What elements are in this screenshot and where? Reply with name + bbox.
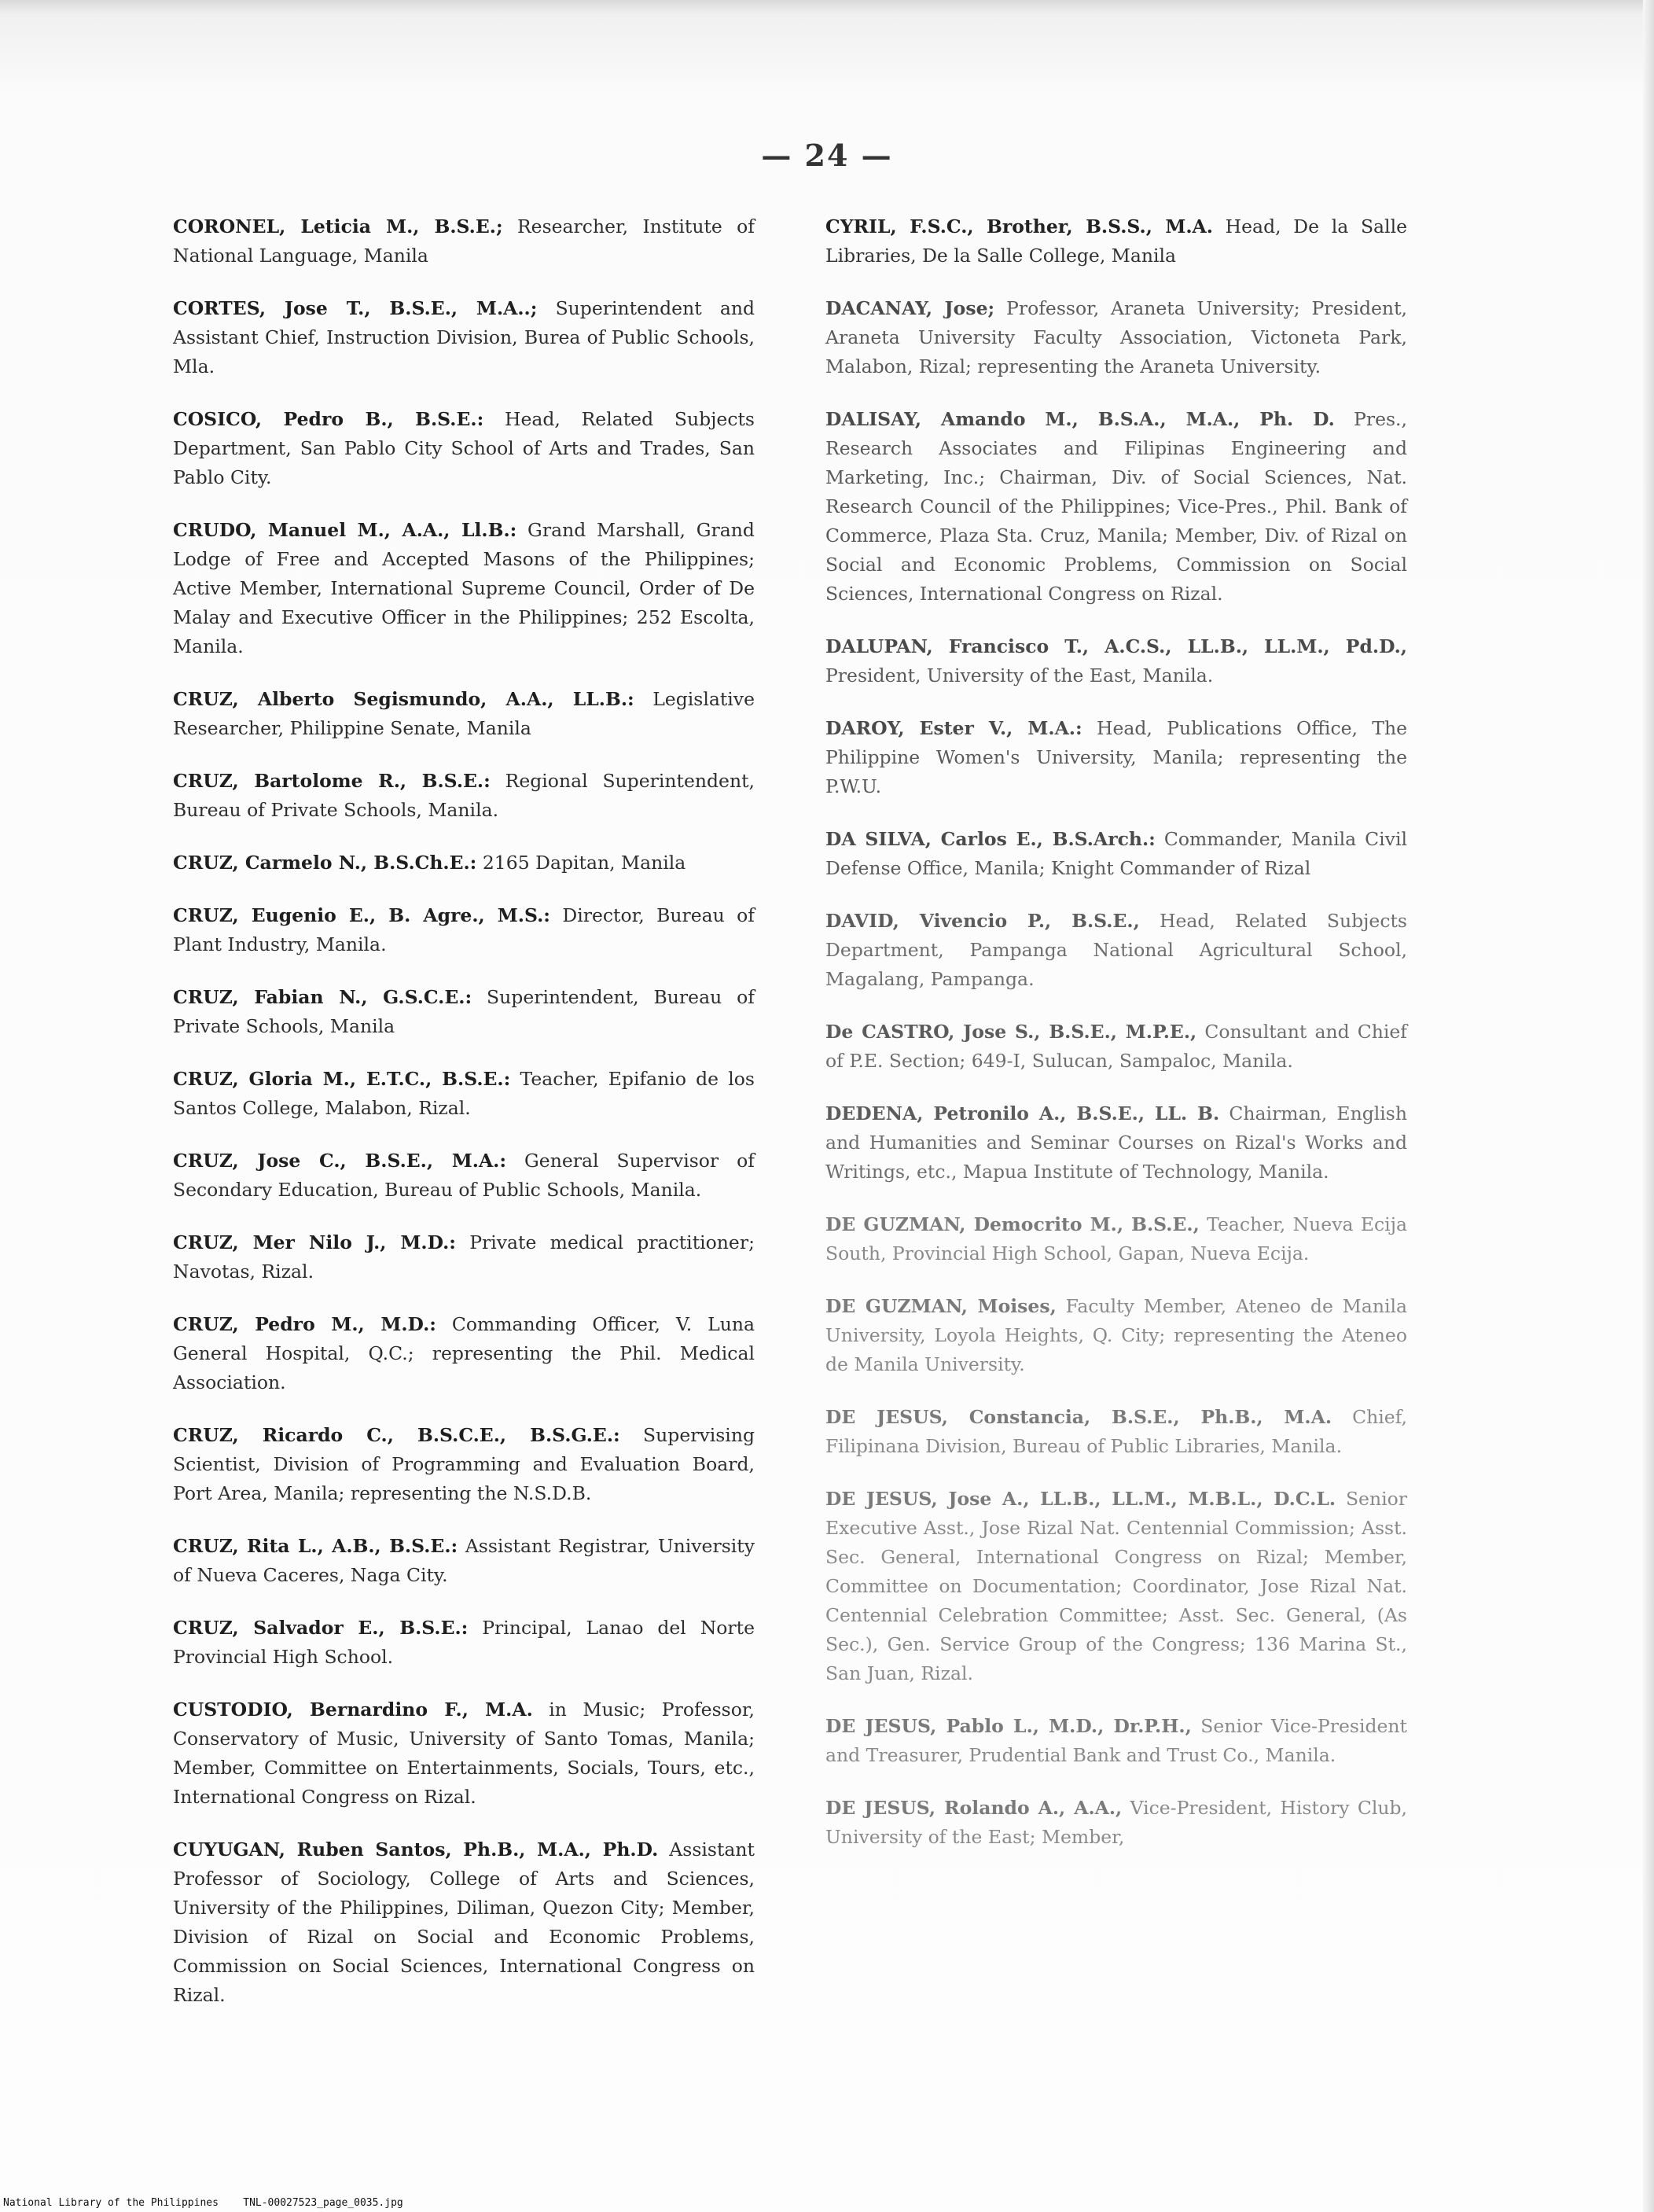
entry-text: General Supervisor of Secondary Education, Bureau of Public Schools, Manila. xyxy=(173,1150,755,1201)
entry-text: Researcher, Institute of National Language, Manila xyxy=(173,215,755,267)
directory-entry xyxy=(173,1065,755,1123)
entry-text: Vice-President, History Club, University of the East; Member, xyxy=(825,1797,1408,1848)
entry-name: DE GUZMAN, Moises, xyxy=(825,1295,1057,1317)
directory-entry xyxy=(825,1712,1407,1770)
page-number: — 24 — xyxy=(761,138,893,173)
entry-text: Head, Publications Office, The Philippine Women's University, Manila; representing the P.W.U. xyxy=(825,717,1407,797)
directory-entry xyxy=(825,1210,1407,1268)
directory-entry xyxy=(825,1099,1407,1187)
entry-text: Commanding Officer, V. Luna General Hospital, Q.C.; representing the Phil. Medical Association. xyxy=(173,1313,755,1393)
directory-entry xyxy=(173,1421,755,1508)
entry-name: DAROY, Ester V., M.A.: xyxy=(825,717,1082,739)
entry-name: CRUZ, Eugenio E., B. Agre., M.S.: xyxy=(173,904,550,926)
entry-text: Pres., Research Associates and Filipinas Engineering and Marketing, Inc.; Chairman, Div. of Social Sciences, Nat. Research Council of the Philippines; Vice-Pres., Phil. Bank of Commerce, Plaza Sta. Cruz, Manila; Member, Div. of Rizal on Social and Economic Problems, Commission on Social Sciences, International Congress on Rizal. xyxy=(825,408,1407,605)
directory-entry xyxy=(173,516,755,661)
entry-name: DALISAY, Amando M., B.S.A., M.A., Ph. D. xyxy=(825,408,1335,430)
entry-name: DA SILVA, Carlos E., B.S.Arch.: xyxy=(825,828,1156,850)
directory-entry xyxy=(173,1310,755,1397)
entry-text: Grand Marshall, Grand Lodge of Free and Accepted Masons of the Philippines; Active Member, International Supreme Council, Order of De Malay and Executive Officer in the Philippines; 252 Escolta, Manila. xyxy=(173,519,755,657)
entry-name: CRUZ, Salvador E., B.S.E.: xyxy=(173,1617,469,1639)
entry-name: DACANAY, Jose; xyxy=(825,297,995,319)
entry-text: Head, Related Subjects Department, Pampanga National Agricultural School, Magalang, Pampanga. xyxy=(825,910,1407,990)
entry-name: DE JESUS, Jose A., LL.B., LL.M., M.B.L., D.C.L. xyxy=(825,1488,1336,1510)
entry-name: CUSTODIO, Bernardino F., M.A. xyxy=(173,1699,533,1721)
directory-entry xyxy=(173,405,755,492)
entry-name: CRUZ, Mer Nilo J., M.D.: xyxy=(173,1231,456,1253)
entry-text: in Music; Professor, Conservatory of Music, University of Santo Tomas, Manila; Member, Committee on Entertainments, Socials, Tours, etc., International Congress on Rizal. xyxy=(173,1699,755,1808)
entry-name: CRUZ, Ricardo C., B.S.C.E., B.S.G.E.: xyxy=(173,1424,620,1446)
directory-entry xyxy=(173,1228,755,1286)
directory-entry xyxy=(173,983,755,1041)
entry-text: Head, De la Salle Libraries, De la Salle College, Manila xyxy=(825,215,1407,267)
entry-text: Consultant and Chief of P.E. Section; 649-I, Sulucan, Sampaloc, Manila. xyxy=(825,1021,1408,1072)
entry-text: Assistant Professor of Sociology, College of Arts and Sciences, University of the Philippines, Diliman, Quezon City; Member, Division of Rizal on Social and Economic Problems, Commission on Social Sciences, International Congress on Rizal. xyxy=(173,1838,755,2006)
entry-text: Senior Executive Asst., Jose Rizal Nat. Centennial Commission; Asst. Sec. General, International Congress on Rizal; Member, Committee on Documentation; Coordinator, Jose Rizal Nat. Centennial Celebration Committee; Asst. Sec. General, (As Sec.), Gen. Service Group of the Congress; 136 Marina St., San Juan, Rizal. xyxy=(825,1488,1407,1684)
entry-text: 2165 Dapitan, Manila xyxy=(476,852,686,874)
entry-name: CORONEL, Leticia M., B.S.E.; xyxy=(173,215,503,237)
entry-text: Faculty Member, Ateneo de Manila University, Loyola Heights, Q. City; representing the Ateneo de Manila University. xyxy=(825,1295,1407,1375)
entry-text: Director, Bureau of Plant Industry, Manila. xyxy=(173,904,755,955)
entry-name: CYRIL, F.S.C., Brother, B.S.S., M.A. xyxy=(825,215,1213,237)
directory-entry xyxy=(825,212,1407,271)
entry-name: De CASTRO, Jose S., B.S.E., M.P.E., xyxy=(825,1021,1197,1043)
entry-text: Principal, Lanao del Norte Provincial High School. xyxy=(173,1617,755,1668)
entry-text: Chief, Filipinana Division, Bureau of Public Libraries, Manila. xyxy=(825,1406,1407,1457)
directory-entry xyxy=(825,907,1407,994)
entry-name: DE GUZMAN, Democrito M., B.S.E., xyxy=(825,1213,1200,1235)
entry-text: Private medical practitioner; Navotas, Rizal. xyxy=(173,1231,755,1283)
entry-text: Teacher, Nueva Ecija South, Provincial High School, Gapan, Nueva Ecija. xyxy=(825,1213,1407,1264)
directory-entry xyxy=(173,1835,755,2010)
directory-entry xyxy=(825,1403,1407,1461)
entry-text: Assistant Registrar, University of Nueva Caceres, Naga City. xyxy=(173,1535,755,1586)
entry-name: DE JESUS, Pablo L., M.D., Dr.P.H., xyxy=(825,1715,1192,1737)
directory-entry xyxy=(825,405,1407,609)
entry-name: DE JESUS, Rolando A., A.A., xyxy=(825,1797,1123,1819)
entry-text: Senior Vice-President and Treasurer, Prudential Bank and Trust Co., Manila. xyxy=(825,1715,1407,1766)
directory-entry xyxy=(173,848,755,878)
directory-entry xyxy=(173,1614,755,1672)
directory-entry xyxy=(825,1794,1407,1852)
entry-text: Regional Superintendent, Bureau of Private Schools, Manila. xyxy=(173,770,755,821)
entry-text: President, University of the East, Manila. xyxy=(825,664,1214,686)
right-column xyxy=(825,212,1407,1875)
entry-text: Legislative Researcher, Philippine Senate, Manila xyxy=(173,688,755,739)
entry-text: Professor, Araneta University; President, Araneta University Faculty Association, Victoneta Park, Malabon, Rizal; representing the Araneta University. xyxy=(825,297,1407,377)
entry-name: CRUZ, Carmelo N., B.S.Ch.E.: xyxy=(173,852,477,874)
entry-name: DALUPAN, Francisco T., A.C.S., LL.B., LL.M., Pd.D., xyxy=(825,635,1407,657)
entry-name: COSICO, Pedro B., B.S.E.: xyxy=(173,408,484,430)
entry-name: DE JESUS, Constancia, B.S.E., Ph.B., M.A. xyxy=(825,1406,1332,1428)
scan-edge xyxy=(1643,0,1654,2212)
entry-text: Supervising Scientist, Division of Programming and Evaluation Board, Port Area, Manila; representing the N.S.D.B. xyxy=(173,1424,755,1504)
left-column xyxy=(173,212,755,2033)
entry-name: CRUDO, Manuel M., A.A., Ll.B.: xyxy=(173,519,517,541)
directory-entry xyxy=(173,294,755,381)
directory-entry xyxy=(825,1018,1407,1076)
entry-name: CRUZ, Fabian N., G.S.C.E.: xyxy=(173,986,472,1008)
directory-entry xyxy=(173,1532,755,1590)
directory-entry xyxy=(825,1292,1407,1379)
entry-name: CORTES, Jose T., B.S.E., M.A..; xyxy=(173,297,538,319)
entry-name: CUYUGAN, Ruben Santos, Ph.B., M.A., Ph.D. xyxy=(173,1838,659,1861)
directory-entry xyxy=(173,901,755,959)
entry-name: CRUZ, Rita L., A.B., B.S.E.: xyxy=(173,1535,458,1557)
entry-name: CRUZ, Pedro M., M.D.: xyxy=(173,1313,436,1335)
entry-name: CRUZ, Gloria M., E.T.C., B.S.E.: xyxy=(173,1068,511,1090)
directory-entry xyxy=(825,825,1407,883)
directory-entry xyxy=(825,1485,1407,1688)
directory-entry xyxy=(173,1146,755,1205)
entry-name: CRUZ, Jose C., B.S.E., M.A.: xyxy=(173,1150,507,1172)
directory-entry xyxy=(173,1695,755,1812)
entry-name: DAVID, Vivencio P., B.S.E., xyxy=(825,910,1140,932)
entry-text: Commander, Manila Civil Defense Office, Manila; Knight Commander of Rizal xyxy=(825,828,1407,879)
entry-name: CRUZ, Alberto Segismundo, A.A., LL.B.: xyxy=(173,688,634,710)
entry-text: Superintendent, Bureau of Private Schools, Manila xyxy=(173,986,755,1037)
scan-footer-caption: National Library of the Philippines TNL-00027523_page_0035.jpg xyxy=(3,2197,403,2209)
entry-text: Head, Related Subjects Department, San Pablo City School of Arts and Trades, San Pablo City. xyxy=(173,408,755,488)
entry-name: CRUZ, Bartolome R., B.S.E.: xyxy=(173,770,491,792)
directory-entry xyxy=(825,714,1407,801)
directory-entry xyxy=(173,767,755,825)
directory-entry xyxy=(173,685,755,743)
entry-text: Teacher, Epifanio de los Santos College, Malabon, Rizal. xyxy=(173,1068,755,1119)
entry-name: DEDENA, Petronilo A., B.S.E., LL. B. xyxy=(825,1102,1220,1124)
directory-entry xyxy=(825,632,1407,690)
entry-text: Superintendent and Assistant Chief, Instruction Division, Burea of Public Schools, Mla. xyxy=(173,297,755,377)
directory-entry xyxy=(173,212,755,271)
entry-text: Chairman, English and Humanities and Seminar Courses on Rizal's Works and Writings, etc., Mapua Institute of Technology, Manila. xyxy=(825,1102,1407,1183)
directory-entry xyxy=(825,294,1407,381)
